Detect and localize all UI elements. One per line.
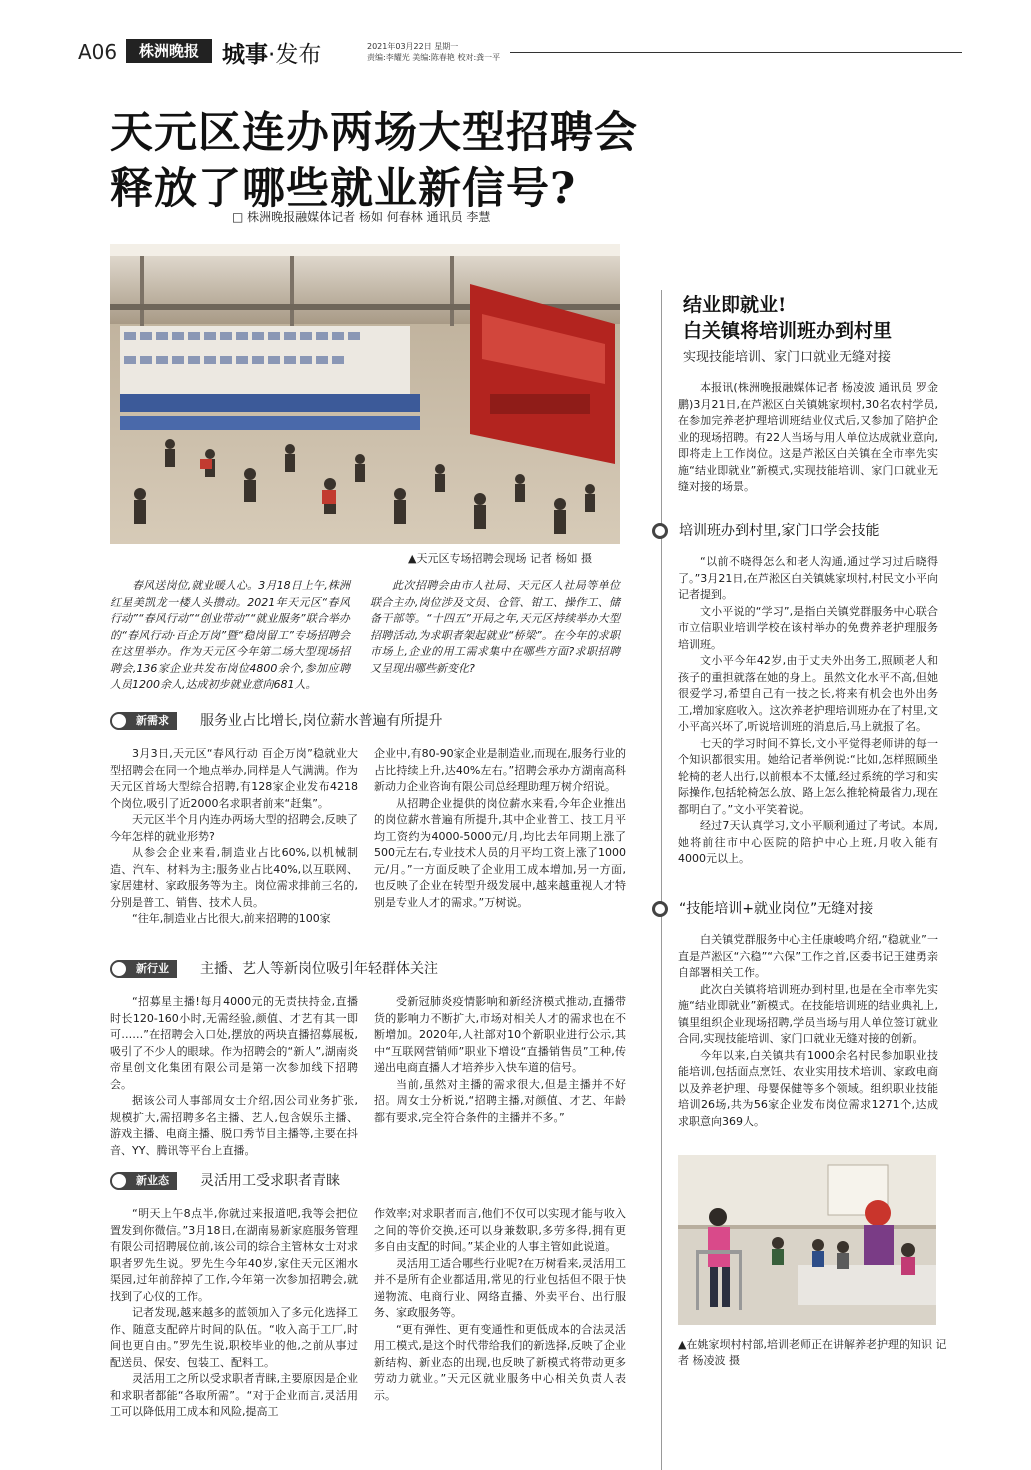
subhead-text: 培训班办到村里,家门口学会技能 [679, 523, 880, 539]
paragraph: 灵活用工适合哪些行业呢?在万树看来,灵活用工并不是所有企业都适用,常见的行业包括但不限于快递物流、电商行业、网络直播、外卖平台、出行服务、家政服务等。 [374, 1256, 626, 1319]
section-3-right [374, 1206, 626, 1404]
paragraph: 从招聘企业提供的岗位薪水来看,今年企业推出的岗位薪水普遍有所提升,其中企业普工、技工月平均工资约为4000-5000元/月,均比去年同期上涨了500元左右,专业技术人员的月平均工资上涨了1000元/月。”一方面反映了企业用工成本增加,另一方面,也反映了企业在转型升级发展中,越来越重视人才特别是专业人才的需求。”万树说。 [374, 796, 626, 909]
article-headline [110, 105, 638, 217]
paragraph: “更有弹性、更有变通性和更低成本的合法灵活用工模式,是这个时代带给我们的新选择,反映了企业新结构、新业态的出现,也反映了新模式将带动更多劳动力就业。”天元区就业服务中心相关负责人表示。 [374, 1322, 626, 1402]
paragraph: 此次白关镇将培训班办到村里,也是在全市率先实施“结业即就业”新模式。在技能培训班的结业典礼上,镇里组织企业现场招聘,学员当场与用人单位签订就业合同,实现技能培训、家门口就业无缝对接的创新。 [678, 982, 938, 1045]
section-title [222, 36, 321, 69]
subhead-text: “技能培训+就业岗位”无缝对接 [679, 901, 874, 917]
ring-bullet-icon [652, 901, 668, 917]
section-heading: 灵活用工受求职者青睐 [200, 1173, 340, 1189]
side-photo-caption: ▲在姚家坝村村部,培训老师正在讲解养老护理的知识 记者 杨凌波 摄 [678, 1338, 947, 1367]
paragraph: 3月3日,天元区“春风行动 百企万岗”稳就业大型招聘会在同一个地点举办,同样是人气满满。作为天元区首场大型综合招聘,有128家企业发布4218个岗位,吸引了近2000名求职者前来“赶集”。 [110, 747, 358, 810]
paragraph: “以前不晓得怎么和老人沟通,通过学习过后晓得了。”3月21日,在芦淞区白关镇姚家坝村,村民文小平向记者提到。 [678, 555, 938, 601]
intro-paragraph: 此次招聘会由市人社局、天元区人社局等单位联合主办,岗位涉及文员、仓管、钳工、操作工、储备干部等。“十四五”开局之年,天元区持续举办大型招聘活动,为求职者架起就业“桥梁”。在今年的求职市场上,企业的用工需求集中在哪些方面?求职招聘又呈现出哪些新变化? [370, 579, 620, 675]
paragraph: 本报讯(株洲晚报融媒体记者 杨凌波 通讯员 罗金鹏)3月21日,在芦淞区白关镇姚家坝村,30名农村学员,在参加完养老护理培训班结业仪式后,又参加了陪护企业的现场招聘。有22人当场与用人单位达成就业意向,即将走上工作岗位。这是芦淞区白关镇在全市率先实施“结业即就业”新模式,实现技能培训、家门口就业无缝对接的场景。 [678, 381, 938, 493]
paragraph: 白关镇党群服务中心主任康峻鸣介绍,“稳就业”一直是芦淞区“六稳”“六保”工作之首,区委书记王建勇亲自部署相关工作。 [678, 933, 938, 979]
section-1-right [374, 746, 626, 911]
tag-dot-icon [110, 712, 128, 730]
staff-credits: 责编:李耀光 美编:陈春艳 校对:龚一平 [367, 53, 501, 62]
sidebar-title-line-2: 白关镇将培训班办到村里 [683, 320, 893, 342]
sidebar-rule [661, 290, 662, 1470]
sidebar-subsection-1 [678, 554, 938, 868]
paragraph: 今年以来,白关镇共有1000余名村民参加职业技能培训,包括面点烹饪、农业实用技术培训、家政电商以及养老护理、母婴保健等多个领域。组织职业技能培训26场,共为56家企业发布岗位需求1271个,达成求职意向369人。 [678, 1048, 938, 1128]
section-2-right [374, 994, 626, 1126]
intro-right [370, 578, 620, 677]
paragraph: 七天的学习时间不算长,文小平觉得老师讲的每一个知识都很实用。她给记者举例说:“比如,怎样照顾坐轮椅的老人出行,以前根本不太懂,经过系统的学习和实际操作,包括轮椅怎么放、路上怎么推轮椅最省力,现在都明白了。”文小平笑着说。 [678, 736, 938, 816]
section-2-left [110, 994, 358, 1159]
paragraph: 文小平说的“学习”,是指白关镇党群服务中心联合市立信职业培训学校在该村举办的免费养老护理服务培训班。 [678, 604, 938, 651]
page-number: A06 [78, 40, 118, 64]
paragraph: 天元区半个月内连办两场大型的招聘会,反映了今年怎样的就业形势? [110, 813, 358, 843]
tag-label: 新业态 [120, 1172, 177, 1190]
section-name: 城事 [222, 42, 268, 68]
paragraph: 从参会企业来看,制造业占比60%,以机械制造、汽车、材料为主;服务业占比40%,以互联网、家居建材、家政服务等为主。岗位需求排前三名的,分别是普工、销售、技术人员。 [110, 846, 358, 909]
section-heading: 服务业占比增长,岗位薪水普遍有所提升 [200, 713, 443, 729]
paragraph: “往年,制造业占比很大,前来招聘的100家 [132, 912, 331, 925]
paper-logo: 株洲晚报 [126, 39, 212, 63]
sidebar-subhead-1 [661, 520, 961, 542]
paragraph: 记者发现,越来越多的蓝领加入了多元化选择工作、随意支配碎片时间的队伍。“收入高于工厂,时间也更自由。”罗先生说,职校毕业的他,之前从事过配送员、保安、包装工、配料工。 [110, 1306, 358, 1369]
intro-left [110, 578, 350, 694]
tag-dot-icon [110, 1172, 128, 1190]
job-fair-illustration [110, 244, 620, 544]
paragraph: “招募星主播!每月4000元的无责扶持金,直播时长120-160小时,无需经验,颜值、才艺有其一即可……”在招聘会入口处,摆放的两块直播招募展板,吸引了不少人的眼球。作为招聘会的“新人”,湖南炎帝星创文化集团有限公司是第一次参加线下招聘会。 [110, 995, 358, 1091]
intro-paragraph: 春风送岗位,就业暖人心。3月18日上午,株洲红星美凯龙一楼人头攒动。2021年天元区“春风行动”“春风行动”“创业带动”“就业服务”联合举办的“春风行动·百企万岗”暨“稳岗留工”专场招聘会在这里举办。作为天元区今年第二场大型现场招聘会,136家企业共发布岗位4800余个,参加应聘人员1200余人,达成初步就业意向681人。 [110, 579, 350, 691]
header-rule [510, 52, 962, 53]
tag-dot-icon [110, 960, 128, 978]
paragraph: 当前,虽然对主播的需求很大,但是主播并不好招。周女士分析说,“招聘主播,对颜值、才艺、年龄都有要求,完全符合条件的主播并不多。” [374, 1077, 626, 1124]
paragraph: “明天上午8点半,你就过来报道吧,我等会把位置发到你微信。”3月18日,在湖南易新家庭服务管理有限公司招聘展位前,该公司的综合主管林女士对求职者罗先生说。罗先生今年40岁,家住天元区湘水渠园,过年前辞掉了工作,今年第一次参加招聘会,就找到了心仪的工作。 [110, 1207, 358, 1303]
job-fair-photo [110, 244, 620, 544]
section-subname: 发布 [275, 42, 322, 68]
sidebar-subtitle: 实现技能培训、家门口就业无缝对接 [683, 350, 892, 365]
sidebar-title [683, 292, 892, 344]
section-3-left [110, 1206, 358, 1421]
sidebar-subhead-2 [661, 898, 961, 920]
section-separator: · [268, 42, 276, 68]
photo-caption: ▲天元区专场招聘会现场 记者 杨如 摄 [408, 552, 592, 565]
header-meta [367, 41, 500, 63]
section-heading: 主播、艺人等新岗位吸引年轻群体关注 [200, 961, 438, 977]
paragraph: 文小平今年42岁,由于丈夫外出务工,照顾老人和孩子的重担就落在她的身上。虽然文化水平不高,但她很爱学习,希望自己有一技之长,将来有机会也外出务工,增加家庭收入。这次养老护理培训班办在了村里,文小平高兴坏了,听说培训班的消息后,马上就报了名。 [678, 654, 938, 733]
paragraph: 经过7天认真学习,文小平顺利通过了考试。本周,她将前往市中心医院的陪护中心上班,月收入能有4000元以上。 [678, 819, 938, 865]
paragraph: 企业中,有80-90家企业是制造业,而现在,服务行业的占比持续上升,达40%左右。”招聘会承办方湖南高科新动力企业咨询有限公司总经理助理万树介绍说。 [374, 747, 626, 793]
section-1-left [110, 746, 358, 928]
headline-line-2: 释放了哪些就业新信号? [110, 164, 577, 214]
sidebar-lead [678, 380, 938, 496]
article-byline: □ 株洲晚报融媒体记者 杨如 何春林 通讯员 李慧 [232, 210, 491, 224]
section-tag-new-format [110, 1170, 630, 1192]
tag-label: 新行业 [120, 960, 177, 978]
section-tag-new-industry [110, 958, 630, 980]
paragraph: 据该公司人事部周女士介绍,因公司业务扩张,规模扩大,需招聘多名主播、艺人,包含娱乐主播、游戏主播、电商主播、脱口秀节目主播等,主要在抖音、YY、腾讯等平台上直播。 [110, 1094, 358, 1157]
tag-label: 新需求 [120, 712, 177, 730]
issue-date: 2021年03月22日 星期一 [367, 42, 459, 51]
ring-bullet-icon [652, 523, 668, 539]
paragraph: 作效率;对求职者而言,他们不仅可以实现才能与收入之间的等价交换,还可以身兼数职,多劳多得,拥有更多自由支配的时间。”某企业的人事主管如此说道。 [374, 1207, 626, 1253]
sidebar-subsection-2 [678, 932, 938, 1130]
sidebar-title-line-1: 结业即就业! [683, 294, 787, 316]
section-tag-new-demand [110, 710, 630, 732]
headline-line-1: 天元区连办两场大型招聘会 [110, 108, 638, 158]
training-class-illustration [678, 1155, 936, 1325]
training-class-photo [678, 1155, 936, 1325]
paragraph: 受新冠肺炎疫情影响和新经济模式推动,直播带货的影响力不断扩大,市场对相关人才的需求也在不断增加。2020年,人社部对10个新职业进行公示,其中“互联网营销师”职业下增设“直播销售员”工种,传递出电商直播人才培养步入快车道的信号。 [374, 995, 626, 1074]
paragraph: 灵活用工之所以受求职者青睐,主要原因是企业和求职者都能“各取所需”。“对于企业而言,灵活用工可以降低用工成本和风险,提高工 [110, 1372, 358, 1418]
